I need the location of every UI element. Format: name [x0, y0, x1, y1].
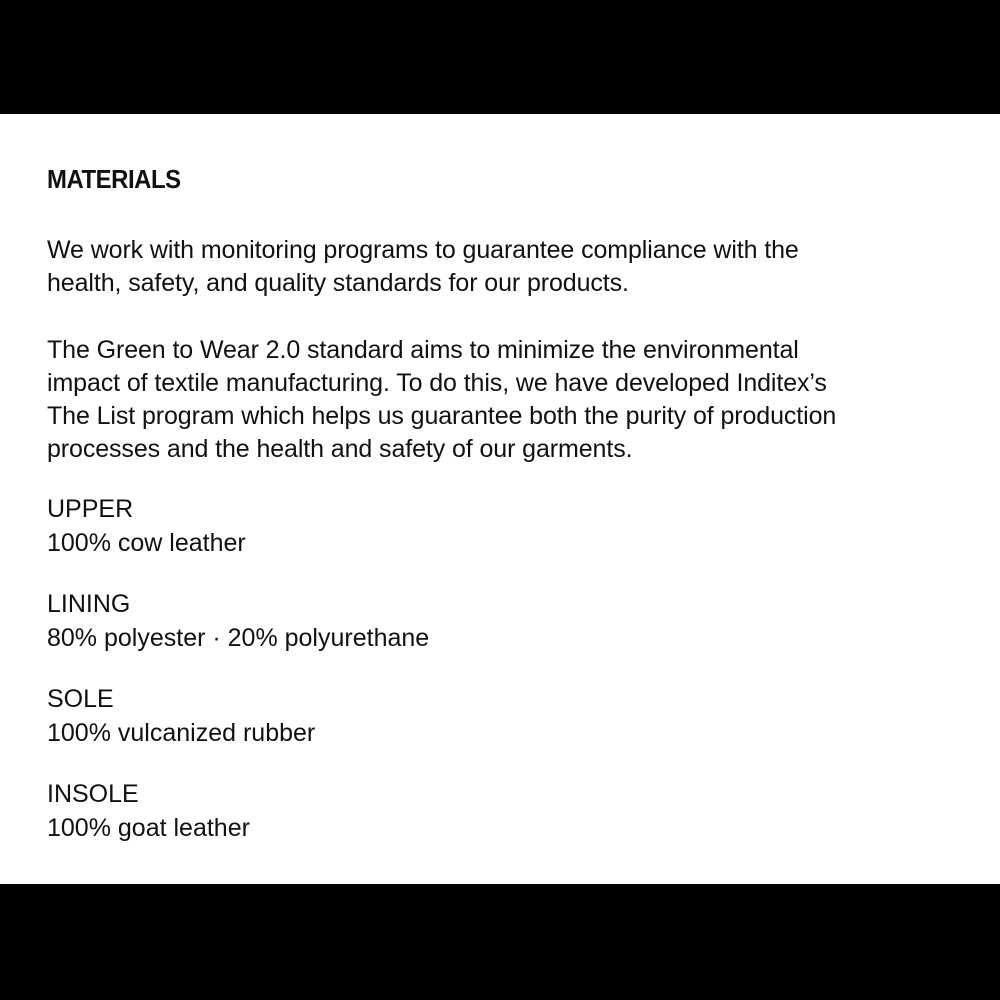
material-insole — [47, 777, 250, 845]
material-composition: 80% polyester · 20% polyurethane — [47, 624, 430, 652]
material-composition: 100% goat leather — [47, 814, 250, 842]
paragraph-line: impact of textile manufacturing. To do this, we have developed Inditex’s — [47, 369, 827, 397]
material-composition: 100% cow leather — [47, 529, 246, 557]
section-title: MATERIALS — [47, 164, 181, 194]
paragraph-line: The List program which helps us guarantee both the purity of production — [47, 402, 837, 430]
letterbox-top-bar — [0, 0, 1000, 114]
paragraph-line: health, safety, and quality standards for our products. — [47, 269, 629, 297]
letterbox-bottom-bar — [0, 884, 1000, 1000]
material-part-label: SOLE — [47, 685, 114, 713]
material-part-label: INSOLE — [47, 780, 139, 808]
material-lining — [47, 587, 429, 655]
green-to-wear-paragraph — [47, 334, 836, 466]
paragraph-line: processes and the health and safety of our garments. — [47, 435, 633, 463]
material-part-label: UPPER — [47, 495, 134, 523]
material-upper — [47, 492, 246, 560]
monitoring-paragraph — [47, 234, 799, 300]
material-part-label: LINING — [47, 590, 131, 618]
paragraph-line: We work with monitoring programs to guarantee compliance with the — [47, 236, 799, 264]
paragraph-line: The Green to Wear 2.0 standard aims to minimize the environmental — [47, 336, 799, 364]
materials-panel — [0, 114, 1000, 884]
material-composition: 100% vulcanized rubber — [47, 719, 316, 747]
material-sole — [47, 682, 315, 750]
